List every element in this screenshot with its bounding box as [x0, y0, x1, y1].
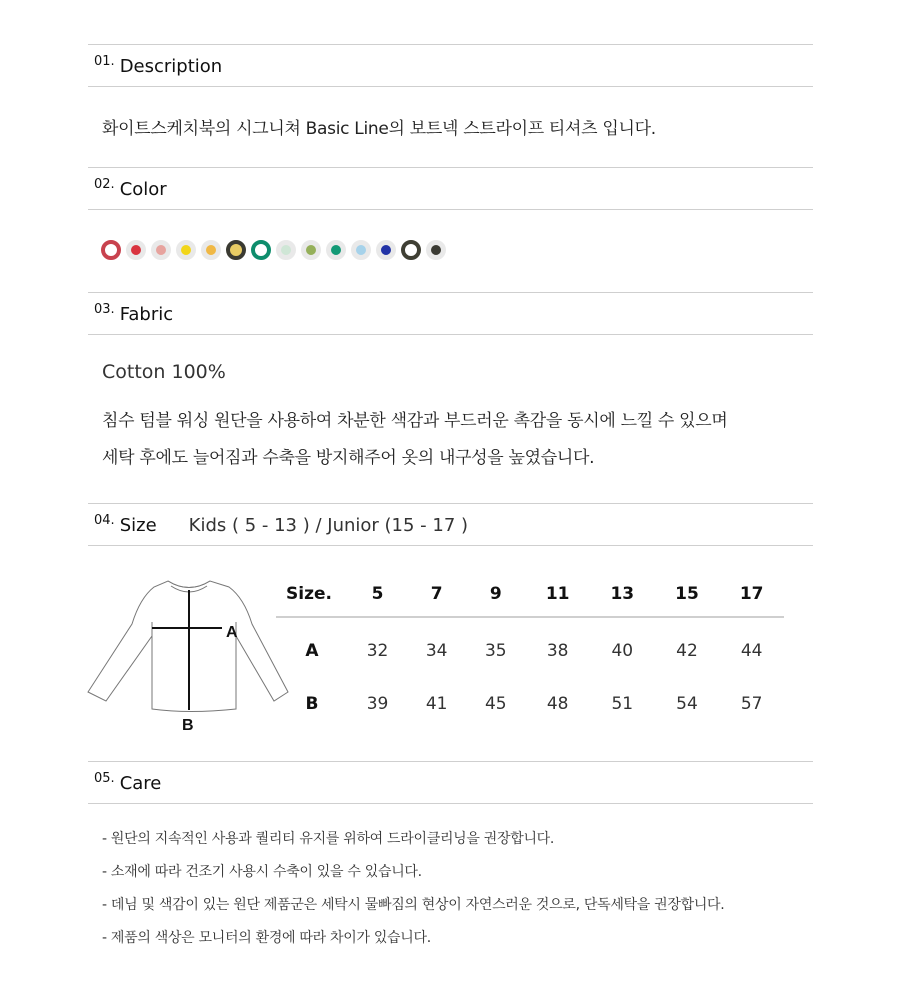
care-instruction: - 원단의 지속적인 사용과 퀄리티 유지를 위하여 드라이클리닝을 권장합니다.: [102, 831, 555, 847]
table-cell: 32: [366, 641, 389, 661]
size-col: 5: [348, 572, 407, 617]
color-swatch[interactable]: [201, 240, 221, 260]
table-cell: 48: [546, 694, 569, 714]
color-swatch[interactable]: [251, 240, 271, 260]
section-name: Description: [119, 55, 223, 77]
size-table-header: [276, 572, 784, 617]
row-label: A: [305, 641, 319, 661]
size-table: [276, 572, 784, 728]
section-name: Size: [119, 514, 157, 536]
section-name: Color: [119, 178, 167, 200]
section-title-fabric: [94, 293, 173, 335]
shirt-measurement-diagram: [86, 578, 296, 740]
divider: [88, 803, 813, 804]
table-cell: 38: [546, 641, 569, 661]
color-swatch[interactable]: [126, 240, 146, 260]
table-row: [276, 617, 784, 680]
size-col: 11: [525, 572, 590, 617]
table-cell: 51: [611, 694, 634, 714]
size-header-label: Size.: [276, 572, 348, 617]
table-cell: 35: [484, 641, 507, 661]
divider: [88, 292, 813, 293]
table-cell: 44: [740, 641, 763, 661]
divider: [88, 761, 813, 762]
table-cell: 34: [425, 641, 448, 661]
table-row: [276, 680, 784, 728]
color-swatch-list: [101, 240, 451, 260]
color-swatch[interactable]: [426, 240, 446, 260]
size-col: 17: [719, 572, 784, 617]
size-col: 13: [590, 572, 655, 617]
size-range: Kids ( 5 - 13 ) / Junior (15 - 17 ): [188, 514, 469, 536]
section-number: 02.: [94, 176, 115, 192]
care-instruction: - 소재에 따라 건조기 사용시 수축이 있을 수 있습니다.: [102, 864, 422, 880]
section-title-size: [94, 504, 468, 546]
color-swatch[interactable]: [351, 240, 371, 260]
color-swatch[interactable]: [101, 240, 121, 260]
table-cell: 42: [676, 641, 698, 661]
color-swatch[interactable]: [151, 240, 171, 260]
table-cell: 45: [484, 694, 507, 714]
section-number: 01.: [94, 53, 115, 69]
section-number: 05.: [94, 770, 115, 786]
table-cell: 40: [611, 641, 634, 661]
table-cell: 39: [366, 694, 389, 714]
section-number: 04.: [94, 512, 115, 528]
fabric-description-line: 세탁 후에도 늘어짐과 수축을 방지해주어 옷의 내구성을 높였습니다.: [102, 448, 595, 468]
care-instruction: - 데님 및 색감이 있는 원단 제품군은 세탁시 물빠짐의 현상이 자연스러운 것으로, 단독세탁을 권장합니다.: [102, 897, 725, 913]
table-cell: 54: [676, 694, 698, 714]
color-swatch[interactable]: [176, 240, 196, 260]
table-cell: 41: [425, 694, 448, 714]
color-swatch[interactable]: [376, 240, 396, 260]
measure-label-a: A: [226, 624, 238, 641]
fabric-description-line: 침수 텀블 워싱 원단을 사용하여 차분한 색감과 부드러운 촉감을 동시에 느낄 수 있으며: [102, 411, 728, 431]
description-text: 화이트스케치북의 시그니쳐 Basic Line의 보트넥 스트라이프 티셔츠 입니다.: [102, 119, 656, 139]
section-name: Fabric: [119, 303, 174, 325]
section-title-description: [94, 45, 222, 87]
color-swatch[interactable]: [301, 240, 321, 260]
color-swatch[interactable]: [226, 240, 246, 260]
row-label: B: [305, 694, 319, 714]
section-name: Care: [119, 772, 162, 794]
fabric-composition: Cotton 100%: [102, 361, 226, 383]
color-swatch[interactable]: [276, 240, 296, 260]
divider: [88, 334, 813, 335]
color-swatch[interactable]: [401, 240, 421, 260]
care-instruction: - 제품의 색상은 모니터의 환경에 따라 차이가 있습니다.: [102, 930, 431, 946]
section-title-color: [94, 168, 167, 210]
size-col: 15: [655, 572, 720, 617]
size-col: 9: [466, 572, 525, 617]
section-number: 03.: [94, 301, 115, 317]
divider: [88, 209, 813, 210]
size-col: 7: [407, 572, 466, 617]
table-cell: 57: [740, 694, 763, 714]
section-title-care: [94, 762, 161, 804]
measure-label-b: B: [182, 717, 194, 734]
color-swatch[interactable]: [326, 240, 346, 260]
divider: [88, 167, 813, 168]
